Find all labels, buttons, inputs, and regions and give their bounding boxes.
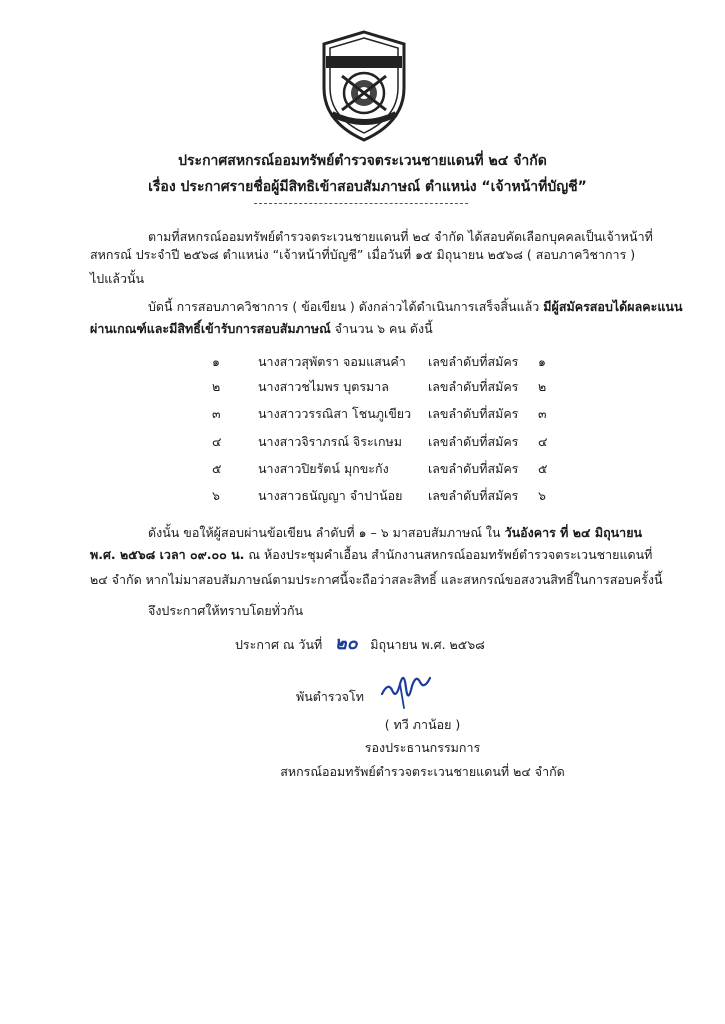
paragraph-3-line-1: ดังนั้น ขอให้ผู้สอบผ่านข้อเขียน ลำดับที่ ๑ – ๖ มาสอบสัมภาษณ์ ใน วันอังคาร ที่ ๒๔ มิถุนายน [148,525,643,540]
candidate-row: ๔ นางสาวจิราภรณ์ จิระเกษม เลขลำดับที่สมัคร ๔ [212,434,548,449]
paragraph-3-line-2: พ.ศ. ๒๕๖๘ เวลา ๐๙.๐๐ น. ณ ห้องประชุมคำเอื้อน สำนักงานสหกรณ์ออมทรัพย์ตำรวจตระเวนชายแดนที่ [90,547,653,562]
signer-name: ( ทวี ภาน้อย ) [384,717,461,732]
candidate-row: ๖ นางสาวธนัญญา จำปาน้อย เลขลำดับที่สมัคร ๖ [212,488,546,503]
paragraph-1-line-2: สหกรณ์ ประจำปี ๒๕๖๘ ตำแหน่ง “เจ้าหน้าที่บัญชี” เมื่อวันที่ ๑๕ มิถุนายน ๒๕๖๘ ( สอบภาควิชาการ ) [90,247,636,262]
announcement-subject: เรื่อง ประกาศรายชื่อผู้มีสิทธิเข้าสอบสัมภาษณ์ ตำแหน่ง “เจ้าหน้าที่บัญชี” [148,179,587,195]
title-divider [254,203,468,204]
candidate-row: ๓ นางสาววรรณิสา โชนภูเขียว เลขลำดับที่สมัคร ๓ [212,406,547,421]
closing-statement: จึงประกาศให้ทราบโดยทั่วกัน [148,603,304,618]
paragraph-2-line-2: ผ่านเกณฑ์และมีสิทธิ์เข้ารับการสอบสัมภาษณ์ จำนวน ๖ คน ดังนี้ [90,321,433,336]
paragraph-1-line-3: ไปแล้วนั้น [90,271,145,286]
signer-organization: สหกรณ์ออมทรัพย์ตำรวจตระเวนชายแดนที่ ๒๔ จำกัด [280,764,565,779]
signer-rank: พันตำรวจโท [296,689,364,704]
handwritten-day: ๒๐ [334,633,358,654]
candidate-row: ๑ นางสาวสุพัตรา จอมแสนคำ เลขลำดับที่สมัคร ๑ [212,354,546,369]
signer-position: รองประธานกรรมการ [364,740,481,755]
cooperative-logo [318,30,410,142]
candidate-row: ๕ นางสาวปิยรัตน์ มุกขะกัง เลขลำดับที่สมัคร ๕ [212,461,548,476]
handwritten-signature [378,664,434,710]
paragraph-1-line-1: ตามที่สหกรณ์ออมทรัพย์ตำรวจตระเวนชายแดนที่ ๒๔ จำกัด ได้สอบคัดเลือกบุคคลเป็นเจ้าหน้าที่ [148,229,653,244]
candidate-row: ๒ นางสาวชไมพร บุตรมาล เลขลำดับที่สมัคร ๒ [212,379,547,394]
announcement-title: ประกาศสหกรณ์ออมทรัพย์ตำรวจตระเวนชายแดนที่ ๒๔ จำกัด [178,153,547,169]
paragraph-3-line-3: ๒๔ จำกัด หากไม่มาสอบสัมภาษณ์ตามประกาศนี้จะถือว่าสละสิทธิ์ และสหกรณ์ขอสงวนสิทธิ์ในการสอบครั้งนี้ [90,572,663,587]
paragraph-2-line-1: บัดนี้ การสอบภาควิชาการ ( ข้อเขียน ) ดังกล่าวได้ดำเนินการเสร็จสิ้นแล้ว มีผู้สมัครสอบได้ผลคะแนน [148,299,683,314]
announcement-date: ประกาศ ณ วันที่ ๒๐ มิถุนายน พ.ศ. ๒๕๖๘ [235,628,485,657]
